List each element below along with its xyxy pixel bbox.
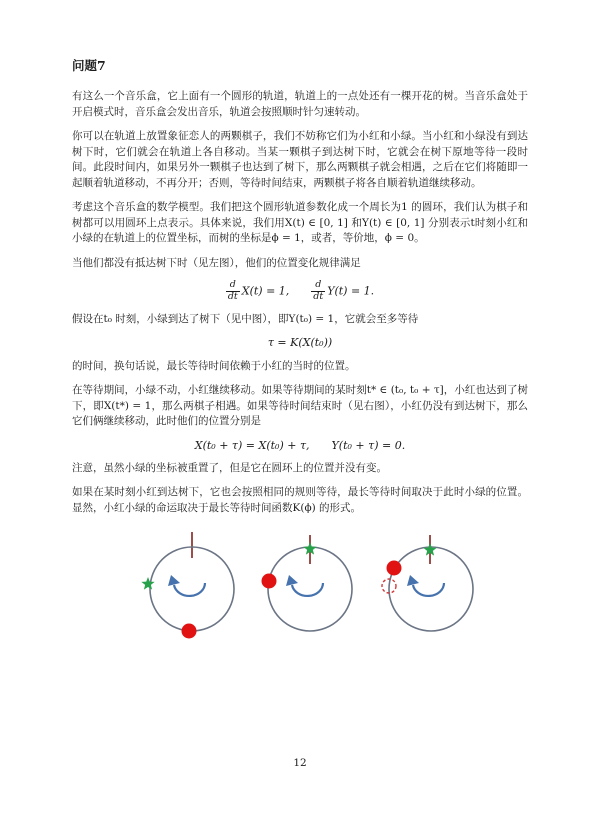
track-circle [150, 547, 234, 631]
page-number: 12 [293, 757, 307, 769]
red-piece-dot [387, 561, 402, 576]
figure-middle [255, 525, 365, 643]
arrowhead-icon [168, 575, 180, 586]
clockwise-rotation-arrow-icon [292, 583, 323, 596]
figure-left [137, 525, 247, 643]
paragraph-before-ode: 当他们都没有抵达树下时（见左图），他们的位置变化规律满足 [72, 256, 361, 269]
paragraph-conclusion: 如果在某时刻小红到达树下，它也会按照相同的规则等待，最长等待时间取决于此时小绿的位置。显然，小红小绿的命运取决于最长等待时间函数K(ϕ) 的形式。 [72, 486, 528, 514]
ode-x-part: X(t) = 1, [241, 284, 290, 298]
paragraph-wait-depends: 的时间，换句话说，最长等待时间依赖于小红的当时的位置。 [72, 359, 356, 372]
paragraph-green-arrives: 假设在t₀ 时刻，小绿到达了树下（见中图），即Y(t₀) = 1，它就会至多等待 [72, 312, 419, 325]
red-piece-dot [262, 574, 277, 589]
clockwise-rotation-arrow-icon [413, 583, 444, 596]
reset-y-part: Y(t₀ + τ) = 0. [331, 438, 406, 452]
paragraph-waiting-period: 在等待期间，小绿不动，小红继续移动。如果等待期间的某时刻t* ∈ (t₀, t₀ + τ]，小红也达到了树下，即X(t*) = 1，那么两棋子相遇。如果等待时间结束时（见右图），小红仍没有到达树下，那么它们俩继续移动，此时他们的位置分别是 [72, 384, 528, 428]
equation-ode [72, 280, 528, 303]
equation-wait-time: τ = K(X(t₀)) [267, 336, 333, 350]
arrowhead-icon [286, 575, 298, 586]
clockwise-rotation-arrow-icon [174, 583, 205, 596]
fraction-d-dt: $\frac{d}{dt}$ [313, 279, 324, 302]
paragraph-rules: 你可以在轨道上放置象征恋人的两颗棋子，我们不妨称它们为小红和小绿。当小红和小绿没有到达树下时，它们就会在轨道上各自移动。当某一颗棋子到达树下时，它就会在树下原地等待一段时间。此段时间内，如果另外一颗棋子也达到了树下，那么两颗棋子就会相遇，之后在它们将随即一起顺着轨道移动，不再分开；否则，等待时间结束，两颗棋子将各自顺着轨道继续移动。 [72, 130, 528, 189]
green-piece-star [141, 577, 154, 590]
figure-row [72, 525, 528, 665]
paragraph-note: 注意，虽然小绿的坐标被重置了，但是它在圆环上的位置并没有变。 [72, 461, 387, 474]
figure-right [376, 525, 486, 643]
fraction-d-dt: $\frac{d}{dt}$ [227, 279, 238, 302]
paragraph-intro: 有这么一个音乐盒，它上面有一个圆形的轨道，轨道上的一点处还有一棵开花的树。当音乐盒处于开启模式时，音乐盒会发出音乐，轨道会按照顺时针匀速转动。 [72, 90, 528, 118]
paragraph-model: 考虑这个音乐盒的数学模型。我们把这个圆形轨道参数化成一个周长为1 的圆环，我们认为棋子和树都可以用圆环上点表示。具体来说，我们用X(t) ∈ [0, 1] 和Y(t) ∈ [0, 1] 分别表示t时刻小红和小绿的在轨道上的位置坐标，而树的坐标是ϕ = 1，或者，等价地，ϕ = 0。 [72, 201, 528, 244]
arrowhead-icon [407, 575, 419, 586]
equation-reset [72, 439, 528, 452]
ode-y-part: Y(t) = 1. [327, 284, 375, 298]
red-piece-dot [182, 624, 197, 639]
reset-x-part: X(t₀ + τ) = X(t₀) + τ, [194, 438, 310, 452]
section-title: 问题7 [72, 58, 106, 73]
